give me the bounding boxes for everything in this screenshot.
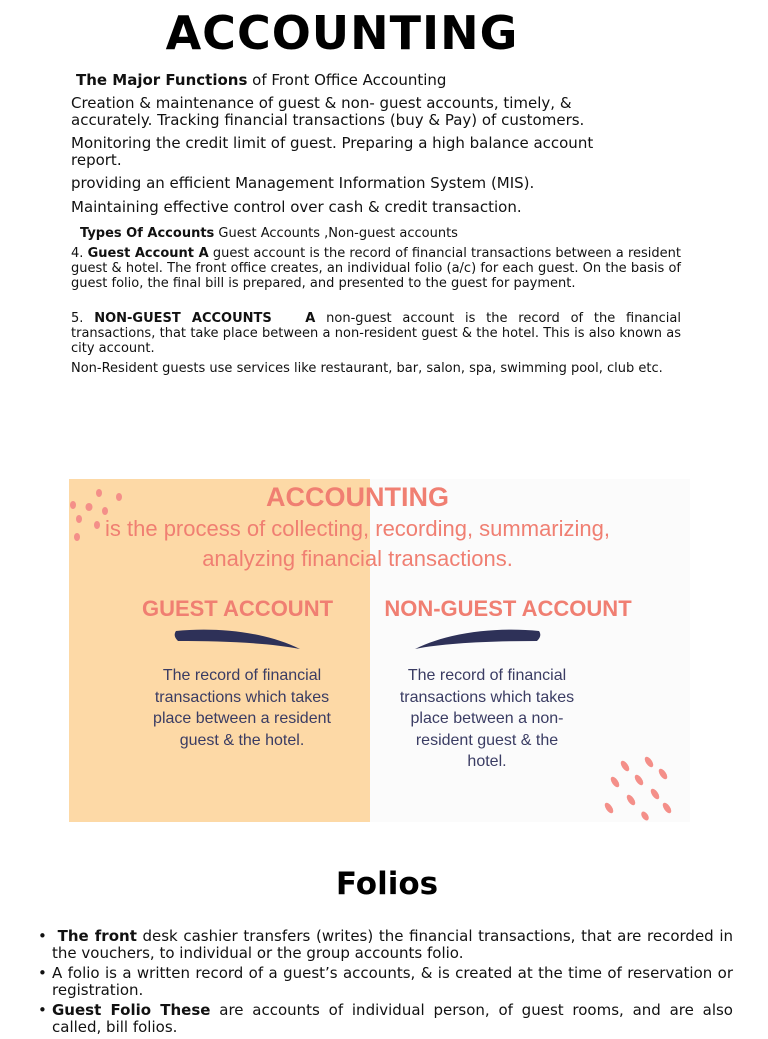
- bullet-icon: •: [38, 927, 47, 945]
- guest-account-text: guest account is the record of financial transactions between a resident guest & hotel. The front office creates, an individual folio (a/c) for each guest. On the basis of guest folio, the final bill is prepared, and presented to the guest for payment.: [71, 246, 681, 291]
- types-of-accounts-line: [80, 226, 458, 241]
- nonguest-body-line: The record of financial: [407, 667, 567, 684]
- brush-stroke-right: [413, 627, 541, 653]
- guest-account-heading: GUEST ACCOUNT: [141, 596, 334, 621]
- non-guest-account-paragraph: [71, 311, 686, 356]
- list-item: [38, 965, 733, 998]
- guest-body-line: guest & the hotel.: [179, 731, 305, 749]
- guest-body-line: transactions which takes: [154, 688, 330, 706]
- non-resident-paragraph: Non-Resident guests use services like restaurant, bar, salon, spa, swimming pool, club etc.: [71, 361, 663, 376]
- guest-account-paragraph: [71, 246, 681, 291]
- non-guest-account-heading: NON-GUEST ACCOUNT: [384, 596, 632, 621]
- folios-heading: Folios: [335, 866, 439, 902]
- bullet-bold: Guest Folio These: [52, 1001, 211, 1019]
- folios-bullet-list: [38, 928, 733, 1039]
- guest-account-number: 4.: [71, 246, 88, 261]
- bullet-text: desk cashier transfers (writes) the financial transactions, that are recorded in the vouchers, to individual or the group accounts folio.: [52, 927, 733, 962]
- list-item: [38, 1002, 733, 1035]
- page-title: ACCOUNTING: [165, 6, 519, 60]
- bullet-bold: The front: [57, 927, 137, 945]
- guest-account-label: Guest Account A: [87, 246, 209, 261]
- brush-stroke-left: [174, 627, 302, 653]
- guest-body-line: place between a resident: [153, 710, 331, 727]
- major-functions-line: [76, 72, 446, 89]
- accounting-infographic: [69, 479, 690, 822]
- nonguest-body-line: resident guest & the: [415, 731, 559, 749]
- types-of-accounts-label: Types Of Accounts: [80, 226, 215, 241]
- infographic-title: ACCOUNTING: [266, 482, 449, 512]
- major-functions-rest: of Front Office Accounting: [247, 71, 447, 89]
- infographic-subtitle-line1: is the process of collecting, recording, summarizing,: [105, 516, 610, 541]
- non-guest-account-number: 5.: [71, 311, 95, 326]
- bullet-text: A folio is a written record of a guest’s accounts, & is created at the time of reservation or registration.: [52, 964, 733, 999]
- nonguest-body-line: place between a non-: [410, 710, 564, 727]
- nonguest-body-line: hotel.: [467, 753, 507, 770]
- function-item: Monitoring the credit limit of guest. Preparing a high balance account report.: [71, 134, 594, 169]
- bullet-text: are accounts of individual person, of guest rooms, and are also called, bill folios.: [52, 1001, 733, 1036]
- guest-body-line: The record of financial: [162, 667, 322, 684]
- function-item: Maintaining effective control over cash & credit transaction.: [71, 198, 522, 216]
- types-of-accounts-rest: Guest Accounts ,Non-guest accounts: [214, 226, 458, 241]
- nonguest-body-line: transactions which takes: [399, 688, 575, 706]
- list-item: [38, 928, 733, 961]
- non-guest-account-label: NON-GUEST ACCOUNTS A: [94, 311, 316, 326]
- infographic-subtitle-line2: analyzing financial transactions.: [202, 546, 513, 571]
- dots-decoration-bottom-right: [601, 756, 681, 822]
- function-item: Creation & maintenance of guest & non- guest accounts, timely, & accurately. Tracking financial transactions (buy & Pay) of customers.: [71, 94, 585, 129]
- bullet-icon: •: [38, 1001, 47, 1019]
- function-item: providing an efficient Management Information System (MIS).: [71, 174, 535, 192]
- bullet-icon: •: [38, 964, 47, 982]
- non-guest-account-text: non-guest account is the record of the financial transactions, that take place between a non-resident guest & the hotel. This is also known as city account.: [71, 311, 686, 356]
- major-functions-label: The Major Functions: [76, 71, 248, 89]
- infographic-subtitle: [69, 514, 646, 574]
